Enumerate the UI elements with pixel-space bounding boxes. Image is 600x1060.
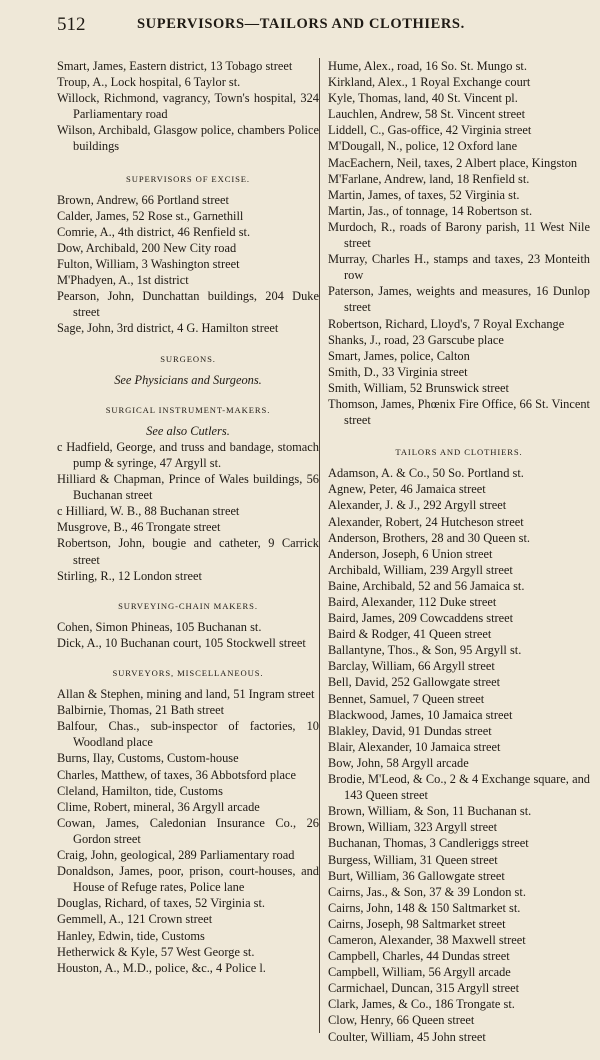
directory-entry: Sage, John, 3rd district, 4 G. Hamilton street	[57, 321, 279, 336]
instrument-makers-entries	[57, 439, 319, 584]
directory-entry: Bennet, Samuel, 7 Queen street	[328, 691, 485, 706]
directory-entry: Donaldson, James, poor, prison, court-houses, and House of Refuge rates, Police lane	[57, 864, 319, 895]
directory-entry: Cairns, John, 148 & 150 Saltmarket st.	[328, 900, 521, 915]
directory-entry: Balbirnie, Thomas, 21 Bath street	[57, 703, 225, 718]
directory-entry: Alexander, Robert, 24 Hutcheson street	[328, 514, 524, 529]
surveyors-misc-entries	[57, 686, 319, 976]
directory-entry: Burns, Ilay, Customs, Custom-house	[57, 751, 239, 766]
directory-entry: Charles, Matthew, of taxes, 36 Abbotsford place	[57, 767, 297, 782]
directory-entry: Burt, William, 36 Gallowgate street	[328, 868, 505, 883]
directory-entry: Campbell, Charles, 44 Dundas street	[328, 949, 510, 964]
directory-entry: Comrie, A., 4th district, 46 Renfield st.	[57, 224, 251, 239]
directory-entry: Campbell, William, 56 Argyll arcade	[328, 965, 511, 980]
directory-entry: Lauchlen, Andrew, 58 St. Vincent street	[328, 107, 526, 122]
chain-makers-heading: SURVEYING-CHAIN MAKERS.	[118, 600, 258, 611]
left-top-entries	[57, 58, 319, 155]
directory-entry: Robertson, John, bougie and catheter, 9 Carrick street	[57, 536, 319, 567]
directory-entry: Bell, David, 252 Gallowgate street	[328, 675, 501, 690]
directory-entry: Hilliard & Chapman, Prince of Wales buildings, 56 Buchanan street	[57, 472, 319, 503]
directory-entry: Hanley, Edwin, tide, Customs	[57, 928, 205, 943]
directory-entry: Allan & Stephen, mining and land, 51 Ingram street	[57, 687, 315, 702]
directory-entry: Hetherwick & Kyle, 57 West George st.	[57, 944, 255, 959]
directory-entry: Hume, Alex., road, 16 So. St. Mungo st.	[328, 59, 527, 73]
directory-entry: Balfour, Chas., sub-inspector of factories, 10 Woodland place	[57, 719, 319, 750]
directory-entry: Cohen, Simon Phineas, 105 Buchanan st.	[57, 619, 262, 634]
directory-entry: Calder, James, 52 Rose st., Garnethill	[57, 208, 244, 223]
directory-entry: M'Phadyen, A., 1st district	[57, 273, 189, 288]
directory-entry: Gemmell, A., 121 Crown street	[57, 912, 213, 927]
directory-entry: Smith, William, 52 Brunswick street	[328, 380, 509, 395]
directory-entry: Cairns, Jas., & Son, 37 & 39 London st.	[328, 884, 526, 899]
directory-entry: Anderson, Brothers, 28 and 30 Queen st.	[328, 530, 531, 545]
directory-entry: c Hilliard, W. B., 88 Buchanan street	[57, 504, 240, 519]
directory-entry: Blair, Alexander, 10 Jamaica street	[328, 739, 501, 754]
excise-entries	[57, 192, 319, 337]
directory-entry: Martin, Jas., of tonnage, 14 Robertson st.	[328, 203, 533, 218]
directory-entry: Coulter, William, 45 John street	[328, 1029, 486, 1044]
directory-entry: Brown, William, 323 Argyll street	[328, 820, 498, 835]
directory-entry: Blackwood, James, 10 Jamaica street	[328, 707, 513, 722]
directory-entry: M'Farlane, Andrew, land, 18 Renfield st.	[328, 171, 530, 186]
directory-entry: Baine, Archibald, 52 and 56 Jamaica st.	[328, 578, 525, 593]
directory-entry: M'Dougall, N., police, 12 Oxford lane	[328, 139, 518, 154]
directory-entry: Kyle, Thomas, land, 40 St. Vincent pl.	[328, 91, 518, 106]
directory-entry: Willock, Richmond, vagrancy, Town's hospital, 324 Parliamentary road	[57, 91, 319, 122]
directory-entry: Smart, James, Eastern district, 13 Tobago street	[57, 59, 293, 73]
directory-entry: Cowan, James, Caledonian Insurance Co., 26 Gordon street	[57, 815, 319, 846]
directory-entry: Kirkland, Alex., 1 Royal Exchange court	[328, 75, 531, 90]
directory-entry: Cameron, Alexander, 38 Maxwell street	[328, 932, 526, 947]
directory-entry: Douglas, Richard, of taxes, 52 Virginia st.	[57, 896, 266, 911]
directory-entry: Brown, Andrew, 66 Portland street	[57, 192, 229, 207]
directory-entry: Baird & Rodger, 41 Queen street	[328, 627, 492, 642]
directory-entry: Bow, John, 58 Argyll arcade	[328, 755, 469, 770]
directory-entry: Clow, Henry, 66 Queen street	[328, 1013, 475, 1028]
directory-entry: Cleland, Hamilton, tide, Customs	[57, 783, 223, 798]
left-column	[57, 58, 319, 976]
right-column	[328, 58, 590, 1045]
directory-entry: Burgess, William, 31 Queen street	[328, 852, 498, 867]
directory-entry: Wilson, Archibald, Glasgow police, chambers Police buildings	[57, 123, 319, 154]
directory-entry: Clark, James, & Co., 186 Trongate st.	[328, 997, 515, 1012]
tailors-entries	[328, 465, 590, 1044]
excise-heading: SUPERVISORS OF EXCISE.	[126, 173, 250, 184]
directory-entry: Murray, Charles H., stamps and taxes, 23 Monteith row	[328, 252, 590, 283]
directory-entry: Musgrove, B., 46 Trongate street	[57, 520, 221, 535]
directory-entry: Pearson, John, Dunchattan buildings, 204 Duke street	[57, 289, 319, 320]
directory-entry: Smith, D., 33 Virginia street	[328, 364, 468, 379]
instrument-makers-heading: SURGICAL INSTRUMENT-MAKERS.	[105, 404, 271, 415]
directory-entry: Troup, A., Lock hospital, 6 Taylor st.	[57, 75, 241, 90]
directory-entry: Brodie, M'Leod, & Co., 2 & 4 Exchange square, and 143 Queen street	[328, 772, 590, 803]
directory-entry: Smart, James, police, Calton	[328, 348, 470, 363]
page-number: 512	[57, 14, 86, 35]
directory-entry: Archibald, William, 239 Argyll street	[328, 562, 513, 577]
directory-entry: Martin, James, of taxes, 52 Virginia st.	[328, 187, 520, 202]
directory-entry: c Hadfield, George, and truss and bandage, stomach pump & syringe, 47 Argyll st.	[57, 439, 319, 470]
directory-entry: Clime, Robert, mineral, 36 Argyll arcade	[57, 799, 260, 814]
directory-entry: Shanks, J., road, 23 Garscube place	[328, 332, 504, 347]
right-top-entries	[328, 58, 590, 428]
running-title: SUPERVISORS—TAILORS AND CLOTHIERS.	[137, 16, 465, 32]
directory-entry: Anderson, Joseph, 6 Union street	[328, 546, 493, 561]
directory-entry: Dick, A., 10 Buchanan court, 105 Stockwell street	[57, 635, 306, 650]
directory-entry: Buchanan, Thomas, 3 Candleriggs street	[328, 836, 529, 851]
surgeons-see-also: See Physicians and Surgeons.	[114, 372, 262, 387]
directory-entry: Carmichael, Duncan, 315 Argyll street	[328, 981, 520, 996]
directory-entry: Brown, William, & Son, 11 Buchanan st.	[328, 804, 532, 819]
directory-entry: Adamson, A. & Co., 50 So. Portland st.	[328, 466, 524, 481]
directory-entry: Houston, A., M.D., police, &c., 4 Police l.	[57, 960, 266, 975]
directory-entry: Blakley, David, 91 Dundas street	[328, 723, 492, 738]
surveyors-misc-heading: SURVEYORS, MISCELLANEOUS.	[112, 668, 264, 678]
surgeons-heading: SURGEONS.	[160, 353, 216, 364]
directory-entry: Baird, James, 209 Cowcaddens street	[328, 611, 514, 626]
directory-entry: Thomson, James, Phœnix Fire Office, 66 St. Vincent street	[328, 396, 590, 428]
directory-entry: Dow, Archibald, 200 New City road	[57, 240, 237, 255]
directory-entry: Baird, Alexander, 112 Duke street	[328, 595, 497, 609]
directory-entry: Agnew, Peter, 46 Jamaica street	[328, 482, 486, 497]
directory-entry: Cairns, Joseph, 98 Saltmarket street	[328, 916, 506, 931]
tailors-heading: TAILORS AND CLOTHIERS.	[395, 447, 523, 458]
directory-entry: Robertson, Richard, Lloyd's, 7 Royal Exchange	[328, 316, 565, 331]
directory-entry: Liddell, C., Gas-office, 42 Virginia street	[328, 123, 532, 138]
directory-entry: MacEachern, Neil, taxes, 2 Albert place, Kingston	[328, 155, 578, 170]
directory-entry: Paterson, James, weights and measures, 16 Dunlop street	[328, 284, 590, 315]
directory-entry: Fulton, William, 3 Washington street	[57, 257, 240, 272]
directory-entry: Murdoch, R., roads of Barony parish, 11 West Nile street	[328, 219, 590, 251]
instrument-makers-see-also: See also Cutlers.	[146, 423, 230, 438]
chain-makers-entries	[57, 619, 319, 651]
page-header	[57, 14, 577, 42]
column-divider	[319, 58, 320, 1033]
directory-entry: Alexander, J. & J., 292 Argyll street	[328, 498, 507, 513]
directory-entry: Ballantyne, Thos., & Son, 95 Argyll st.	[328, 643, 522, 658]
directory-entry: Barclay, William, 66 Argyll street	[328, 659, 495, 674]
directory-entry: Craig, John, geological, 289 Parliamentary road	[57, 848, 295, 863]
directory-entry: Stirling, R., 12 London street	[57, 568, 202, 583]
